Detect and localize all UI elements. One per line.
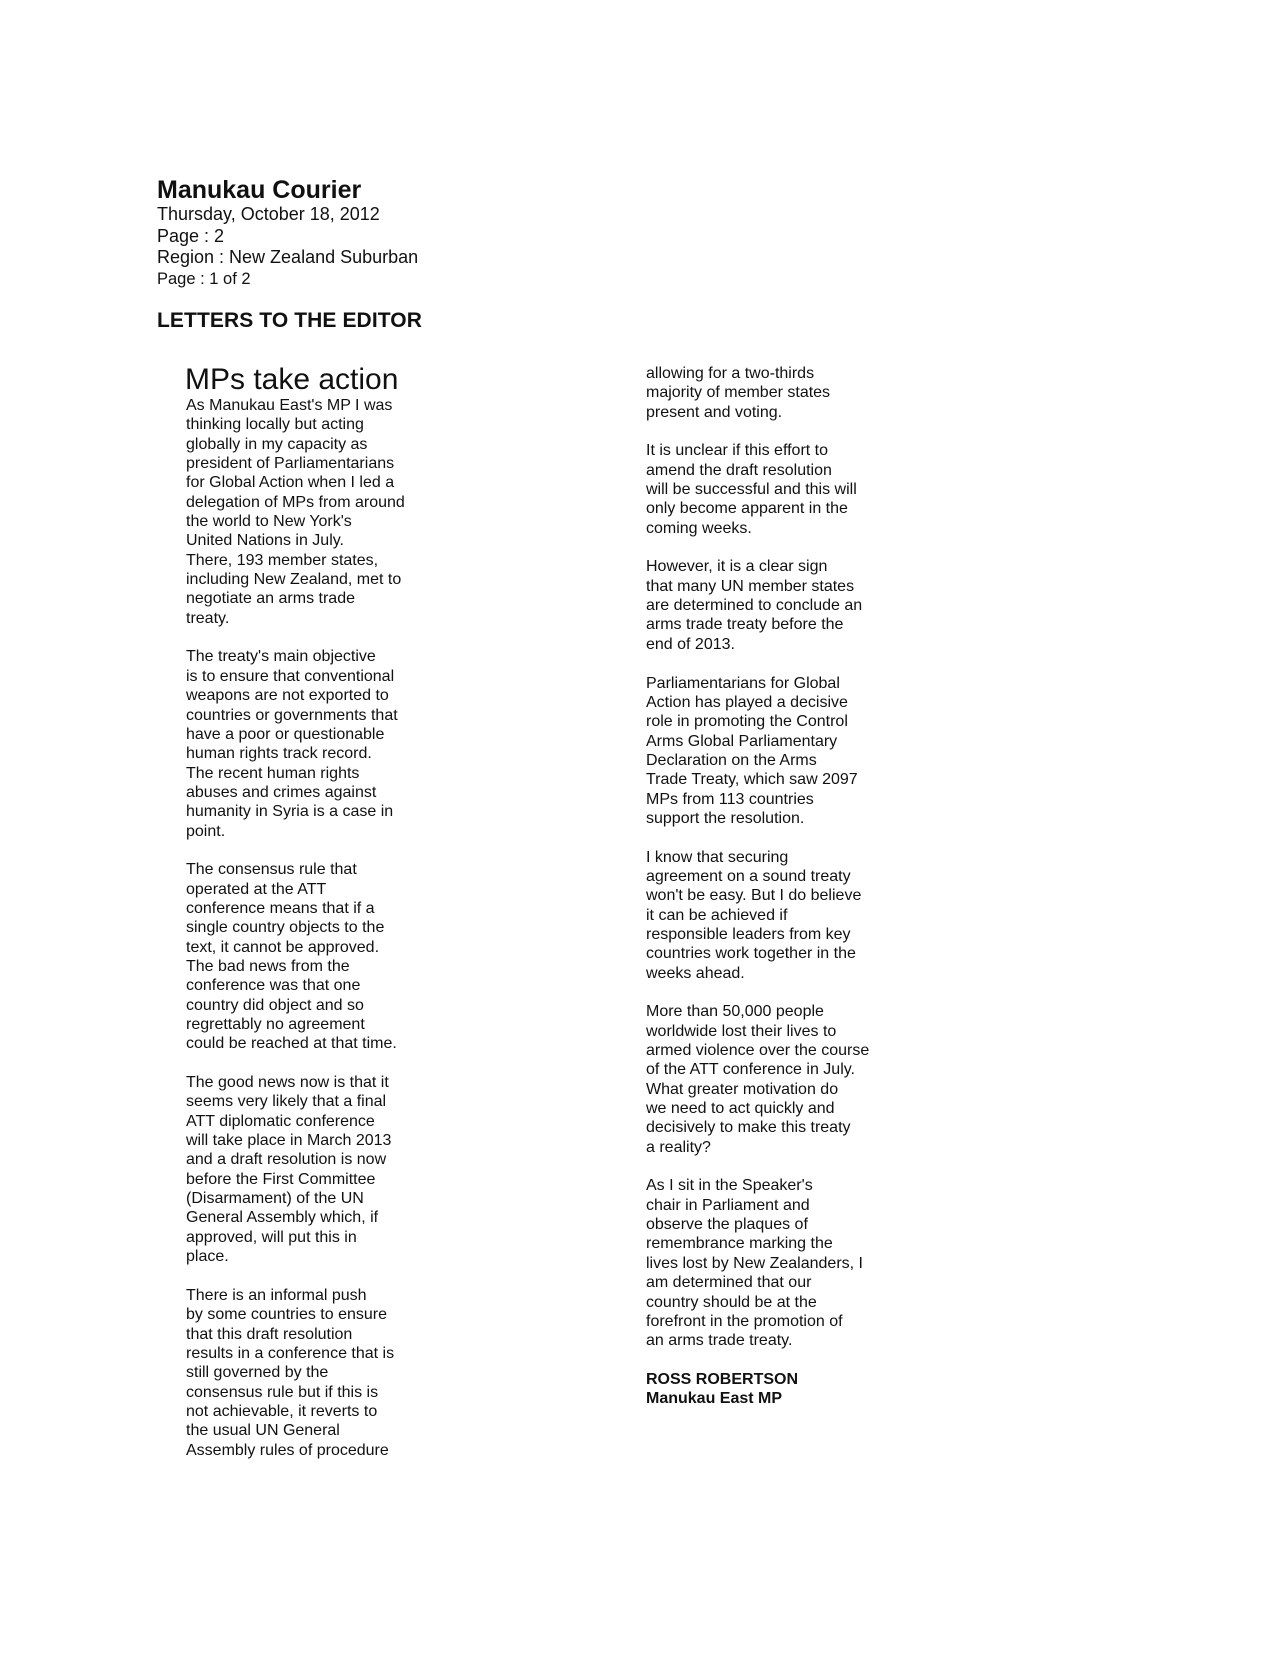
text-line: consensus rule but if this is	[186, 1383, 379, 1401]
article-column-right	[646, 364, 911, 1409]
article-paragraph	[646, 557, 911, 654]
text-line: What greater motivation do	[646, 1080, 839, 1098]
article-paragraph	[646, 674, 911, 829]
text-line: role in promoting the Control	[646, 713, 848, 731]
publication-name: Manukau Courier	[157, 176, 362, 204]
text-line: globally in my capacity as	[186, 435, 368, 453]
text-line: delegation of MPs from around	[186, 493, 405, 511]
text-line: The consensus rule that	[186, 861, 357, 879]
text-line: operated at the ATT	[186, 880, 327, 898]
author-title: Manukau East MP	[646, 1390, 783, 1408]
text-line: regrettably no agreement	[186, 1016, 365, 1033]
text-line: conference was that one	[186, 977, 361, 995]
text-line: However, it is a clear sign	[646, 558, 828, 576]
text-line: United Nations in July.	[186, 532, 344, 550]
article-paragraph	[646, 1176, 911, 1350]
text-line: thinking locally but acting	[186, 416, 364, 434]
text-line: General Assembly which, if	[186, 1209, 379, 1227]
article-paragraph	[646, 364, 911, 422]
article-paragraph	[646, 1002, 911, 1157]
text-line: that this draft resolution	[186, 1325, 353, 1343]
text-line: As I sit in the Speaker's	[646, 1177, 813, 1195]
text-line: an arms trade treaty.	[646, 1332, 793, 1350]
text-line: are determined to conclude an	[646, 597, 863, 615]
text-line: The recent human rights	[186, 764, 360, 782]
text-line: will be successful and this will	[646, 481, 857, 499]
text-line: text, it cannot be approved.	[186, 938, 380, 956]
text-line: by some countries to ensure	[186, 1306, 387, 1324]
text-line: end of 2013.	[646, 635, 735, 653]
text-line: observe the plaques of	[646, 1216, 808, 1234]
text-line: conference means that if a	[186, 899, 375, 917]
text-line: seems very likely that a final	[186, 1093, 387, 1111]
text-line: Parliamentarians for Global	[646, 674, 840, 692]
text-line: place.	[186, 1248, 229, 1266]
text-line: More than 50,000 people	[646, 1003, 824, 1021]
text-line: weeks ahead.	[646, 964, 745, 982]
publication-date: Thursday, October 18, 2012	[157, 204, 380, 224]
text-line: amend the draft resolution	[646, 461, 832, 479]
article-paragraph	[186, 1286, 446, 1460]
article-column-left	[186, 364, 446, 1479]
text-line: forefront in the promotion of	[646, 1312, 843, 1330]
text-line: The good news now is that it	[186, 1074, 389, 1092]
text-line: There is an informal push	[186, 1286, 367, 1304]
text-line: lives lost by New Zealanders, I	[646, 1254, 863, 1272]
text-line: There, 193 member states,	[186, 551, 379, 569]
masthead	[157, 176, 418, 290]
text-line: results in a conference that is	[186, 1344, 395, 1362]
page-number: Page : 2	[157, 225, 225, 246]
text-line: approved, will put this in	[186, 1228, 357, 1246]
text-line: Declaration on the Arms	[646, 751, 817, 769]
text-line: for Global Action when I led a	[186, 474, 395, 492]
text-line: single country objects to the	[186, 919, 385, 937]
text-line: a reality?	[646, 1138, 711, 1156]
text-line: humanity in Syria is a case in	[186, 803, 394, 821]
article-paragraph	[186, 860, 446, 1053]
text-line: weapons are not exported to	[186, 687, 389, 705]
text-line: Trade Treaty, which saw 2097	[646, 771, 858, 789]
page-of: Page : 1 of 2	[157, 269, 251, 288]
text-line: agreement on a sound treaty	[646, 867, 851, 885]
text-line: chair in Parliament and	[646, 1196, 810, 1214]
text-line: armed violence over the course	[646, 1042, 870, 1060]
text-line: Action has played a decisive	[646, 693, 848, 711]
text-line: The treaty's main objective	[186, 648, 376, 666]
text-line: could be reached at that time.	[186, 1035, 397, 1053]
text-line: ATT diplomatic conference	[186, 1112, 375, 1130]
text-line: is to ensure that conventional	[186, 667, 395, 685]
text-line: it can be achieved if	[646, 906, 788, 924]
text-line: countries work together in the	[646, 945, 856, 963]
text-line: human rights track record.	[186, 745, 372, 763]
text-line: remembrance marking the	[646, 1235, 833, 1253]
left-paragraphs	[186, 396, 446, 1460]
text-line: will take place in March 2013	[186, 1132, 392, 1150]
text-line: and a draft resolution is now	[186, 1151, 387, 1169]
text-line: abuses and crimes against	[186, 783, 377, 801]
text-line: worldwide lost their lives to	[646, 1022, 837, 1040]
text-line: decisively to make this treaty	[646, 1119, 851, 1137]
text-line: have a poor or questionable	[186, 725, 385, 743]
article-paragraph	[186, 1073, 446, 1266]
text-line: only become apparent in the	[646, 500, 848, 518]
text-line: am determined that our	[646, 1274, 812, 1292]
text-line: coming weeks.	[646, 519, 752, 537]
text-line: of the ATT conference in July.	[646, 1061, 855, 1079]
text-line: majority of member states	[646, 384, 831, 402]
text-line: negotiate an arms trade	[186, 590, 355, 608]
article-paragraph	[646, 441, 911, 538]
text-line: present and voting.	[646, 403, 783, 421]
text-line: I know that securing	[646, 848, 789, 866]
text-line: The bad news from the	[186, 957, 350, 975]
article-paragraph	[186, 647, 446, 840]
text-line: before the First Committee	[186, 1170, 376, 1188]
text-line: Arms Global Parliamentary	[646, 732, 838, 750]
text-line: including New Zealand, met to	[186, 571, 402, 589]
text-line: arms trade treaty before the	[646, 616, 844, 634]
region: Region : New Zealand Suburban	[157, 247, 419, 267]
article-paragraph	[646, 848, 911, 983]
text-line: point.	[186, 822, 226, 840]
article-headline: MPs take action	[185, 363, 399, 396]
text-line: president of Parliamentarians	[186, 455, 395, 473]
text-line: responsible leaders from key	[646, 925, 851, 943]
text-line: treaty.	[186, 609, 230, 627]
text-line: Assembly rules of procedure	[186, 1441, 389, 1459]
text-line: the usual UN General	[186, 1422, 340, 1440]
text-line: MPs from 113 countries	[646, 790, 814, 808]
text-line: countries or governments that	[186, 706, 398, 724]
text-line: country did object and so	[186, 996, 364, 1014]
text-line: that many UN member states	[646, 577, 855, 595]
text-line: country should be at the	[646, 1293, 817, 1311]
text-line: support the resolution.	[646, 809, 805, 827]
text-line: (Disarmament) of the UN	[186, 1190, 364, 1208]
text-line: won't be easy. But I do believe	[646, 887, 862, 905]
section-title: LETTERS TO THE EDITOR	[157, 309, 423, 332]
text-line: not achievable, it reverts to	[186, 1402, 378, 1420]
article-paragraph	[186, 396, 446, 628]
text-line: allowing for a two-thirds	[646, 365, 815, 382]
text-line: we need to act quickly and	[646, 1100, 835, 1118]
text-line: still governed by the	[186, 1364, 329, 1382]
right-paragraphs	[646, 364, 911, 1351]
text-line: the world to New York's	[186, 513, 352, 531]
text-line: It is unclear if this effort to	[646, 442, 829, 460]
author-name: ROSS ROBERTSON	[646, 1370, 799, 1388]
text-line: As Manukau East's MP I was	[186, 397, 393, 414]
